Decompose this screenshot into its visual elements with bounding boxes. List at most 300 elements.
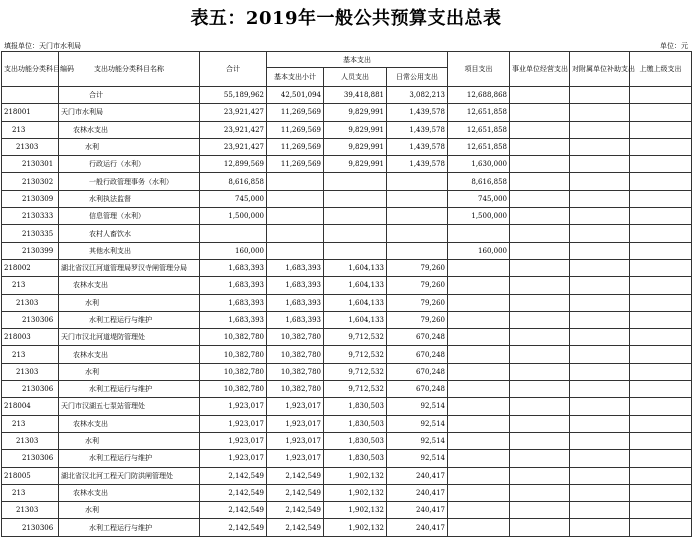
cell-empty — [630, 294, 692, 311]
cell-empty — [570, 329, 630, 346]
cell-basic-subtotal — [267, 173, 324, 190]
cell-code: 21303 — [2, 294, 59, 311]
cell-code: 21303 — [2, 432, 59, 449]
cell-name: 其他水利支出 — [59, 242, 200, 259]
cell-empty — [570, 346, 630, 363]
cell-project — [448, 381, 510, 398]
cell-empty — [630, 259, 692, 276]
cell-empty — [570, 363, 630, 380]
cell-project — [448, 415, 510, 432]
cell-daily: 240,417 — [387, 484, 448, 501]
cell-empty — [570, 242, 630, 259]
cell-total: 2,142,549 — [200, 519, 267, 536]
cell-empty — [510, 398, 570, 415]
cell-empty — [570, 502, 630, 519]
cell-personnel: 1,830,503 — [324, 415, 387, 432]
cell-empty — [510, 381, 570, 398]
cell-project — [448, 502, 510, 519]
cell-code: 213 — [2, 415, 59, 432]
cell-daily: 670,248 — [387, 363, 448, 380]
cell-personnel: 9,712,532 — [324, 363, 387, 380]
cell-empty — [570, 398, 630, 415]
cell-empty — [630, 450, 692, 467]
cell-total: 10,382,780 — [200, 381, 267, 398]
cell-empty — [570, 277, 630, 294]
cell-name: 信息管理（水利） — [59, 208, 200, 225]
cell-name: 水利 — [59, 432, 200, 449]
cell-empty — [570, 294, 630, 311]
cell-daily: 3,082,213 — [387, 87, 448, 104]
cell-project: 12,651,858 — [448, 121, 510, 138]
cell-empty — [510, 311, 570, 328]
cell-code: 2130306 — [2, 381, 59, 398]
cell-empty — [630, 104, 692, 121]
table-row — [2, 156, 692, 173]
table-row — [2, 450, 692, 467]
table-row — [2, 87, 692, 104]
table-row — [2, 138, 692, 155]
table-row — [2, 519, 692, 536]
cell-project — [448, 259, 510, 276]
cell-code: 213 — [2, 484, 59, 501]
cell-empty — [630, 363, 692, 380]
cell-daily — [387, 173, 448, 190]
header-basic-subtotal: 基本支出小计 — [267, 68, 324, 87]
table-row — [2, 259, 692, 276]
budget-table — [1, 51, 692, 537]
cell-daily: 240,417 — [387, 519, 448, 536]
cell-total: 8,616,858 — [200, 173, 267, 190]
cell-personnel: 1,604,133 — [324, 259, 387, 276]
cell-empty — [510, 484, 570, 501]
cell-empty — [630, 398, 692, 415]
cell-empty — [510, 87, 570, 104]
cell-project: 8,616,858 — [448, 173, 510, 190]
cell-total — [200, 225, 267, 242]
cell-basic-subtotal — [267, 208, 324, 225]
cell-empty — [510, 277, 570, 294]
cell-total: 1,923,017 — [200, 415, 267, 432]
cell-empty — [570, 87, 630, 104]
cell-project — [448, 329, 510, 346]
cell-empty — [570, 415, 630, 432]
header-enterprise: 事业单位经营支出 — [510, 52, 570, 87]
cell-total: 2,142,549 — [200, 484, 267, 501]
cell-empty — [630, 156, 692, 173]
cell-total: 23,921,427 — [200, 121, 267, 138]
cell-code: 2130306 — [2, 519, 59, 536]
cell-basic-subtotal: 11,269,569 — [267, 156, 324, 173]
cell-basic-subtotal — [267, 190, 324, 207]
cell-name: 天门市汉湖五七泵站管理处 — [59, 398, 200, 415]
cell-basic-subtotal: 2,142,549 — [267, 519, 324, 536]
cell-personnel — [324, 242, 387, 259]
cell-empty — [570, 259, 630, 276]
cell-project: 745,000 — [448, 190, 510, 207]
cell-empty — [630, 173, 692, 190]
cell-code: 2130306 — [2, 450, 59, 467]
cell-personnel — [324, 208, 387, 225]
cell-empty — [630, 121, 692, 138]
table-row — [2, 225, 692, 242]
cell-daily: 670,248 — [387, 346, 448, 363]
cell-empty — [570, 519, 630, 536]
cell-empty — [630, 87, 692, 104]
cell-project — [448, 519, 510, 536]
table-row — [2, 363, 692, 380]
cell-empty — [510, 450, 570, 467]
cell-personnel: 1,902,132 — [324, 502, 387, 519]
cell-basic-subtotal: 1,923,017 — [267, 398, 324, 415]
cell-daily: 240,417 — [387, 502, 448, 519]
table-row — [2, 502, 692, 519]
cell-daily: 1,439,578 — [387, 138, 448, 155]
cell-personnel — [324, 190, 387, 207]
table-row — [2, 277, 692, 294]
cell-name: 水利工程运行与维护 — [59, 381, 200, 398]
cell-code: 2130301 — [2, 156, 59, 173]
table-row — [2, 121, 692, 138]
cell-name: 合计 — [59, 87, 200, 104]
table-row — [2, 329, 692, 346]
cell-total: 10,382,780 — [200, 346, 267, 363]
cell-name: 农林水支出 — [59, 415, 200, 432]
cell-empty — [630, 329, 692, 346]
cell-total: 2,142,549 — [200, 467, 267, 484]
table-row — [2, 242, 692, 259]
cell-code — [2, 87, 59, 104]
cell-code: 213 — [2, 277, 59, 294]
cell-empty — [630, 415, 692, 432]
cell-empty — [510, 519, 570, 536]
cell-daily: 670,248 — [387, 329, 448, 346]
cell-empty — [630, 484, 692, 501]
cell-empty — [570, 467, 630, 484]
cell-basic-subtotal — [267, 225, 324, 242]
cell-code: 218005 — [2, 467, 59, 484]
cell-name: 水利 — [59, 138, 200, 155]
cell-empty — [570, 104, 630, 121]
cell-empty — [570, 208, 630, 225]
report-title: 表五：2019年一般公共预算支出总表 — [190, 8, 502, 29]
cell-basic-subtotal: 1,683,393 — [267, 277, 324, 294]
cell-code: 2130302 — [2, 173, 59, 190]
cell-total: 1,500,000 — [200, 208, 267, 225]
cell-total: 2,142,549 — [200, 502, 267, 519]
cell-name: 行政运行（水利） — [59, 156, 200, 173]
cell-personnel: 1,902,132 — [324, 467, 387, 484]
table-row — [2, 346, 692, 363]
cell-empty — [510, 121, 570, 138]
cell-project — [448, 398, 510, 415]
cell-empty — [570, 138, 630, 155]
cell-basic-subtotal: 1,683,393 — [267, 311, 324, 328]
cell-empty — [570, 190, 630, 207]
cell-total: 1,683,393 — [200, 311, 267, 328]
cell-basic-subtotal: 11,269,569 — [267, 138, 324, 155]
header-total: 合计 — [200, 52, 267, 87]
cell-project — [448, 346, 510, 363]
cell-empty — [570, 173, 630, 190]
cell-empty — [510, 138, 570, 155]
cell-empty — [630, 432, 692, 449]
cell-empty — [510, 242, 570, 259]
table-row — [2, 190, 692, 207]
cell-name: 水利工程运行与维护 — [59, 519, 200, 536]
cell-daily: 92,514 — [387, 415, 448, 432]
cell-empty — [630, 381, 692, 398]
cell-empty — [570, 381, 630, 398]
cell-name: 水利工程运行与维护 — [59, 450, 200, 467]
cell-code: 213 — [2, 121, 59, 138]
cell-total: 55,189,962 — [200, 87, 267, 104]
cell-personnel: 1,604,133 — [324, 294, 387, 311]
cell-total: 1,683,393 — [200, 294, 267, 311]
cell-code: 2130333 — [2, 208, 59, 225]
header-upper: 上缴上级支出 — [630, 52, 692, 87]
cell-personnel: 1,830,503 — [324, 432, 387, 449]
header-name: 支出功能分类科目名称 — [59, 52, 200, 87]
cell-total: 1,923,017 — [200, 450, 267, 467]
header-code: 支出功能分类科目编码 — [2, 52, 59, 87]
header-basic: 基本支出 — [267, 52, 448, 68]
cell-name: 一般行政管理事务（水利） — [59, 173, 200, 190]
cell-basic-subtotal — [267, 242, 324, 259]
table-row — [2, 104, 692, 121]
cell-empty — [570, 311, 630, 328]
table-row — [2, 294, 692, 311]
cell-code: 2130306 — [2, 311, 59, 328]
cell-name: 水利 — [59, 502, 200, 519]
cell-empty — [630, 208, 692, 225]
cell-empty — [510, 190, 570, 207]
currency-unit: 单位：元 — [660, 42, 688, 50]
cell-empty — [510, 208, 570, 225]
table-row — [2, 381, 692, 398]
cell-basic-subtotal: 2,142,549 — [267, 484, 324, 501]
cell-personnel: 9,829,991 — [324, 121, 387, 138]
cell-empty — [570, 450, 630, 467]
cell-daily — [387, 225, 448, 242]
cell-project: 12,651,858 — [448, 104, 510, 121]
table-row — [2, 467, 692, 484]
cell-total: 23,921,427 — [200, 104, 267, 121]
cell-code: 21303 — [2, 138, 59, 155]
cell-basic-subtotal: 10,382,780 — [267, 363, 324, 380]
cell-daily: 1,439,578 — [387, 104, 448, 121]
cell-code: 21303 — [2, 363, 59, 380]
cell-daily — [387, 208, 448, 225]
cell-personnel: 9,829,991 — [324, 138, 387, 155]
cell-project: 12,688,868 — [448, 87, 510, 104]
table-row — [2, 432, 692, 449]
cell-basic-subtotal: 1,923,017 — [267, 415, 324, 432]
cell-name: 天门市水利局 — [59, 104, 200, 121]
header-project: 项目支出 — [448, 52, 510, 87]
table-row — [2, 173, 692, 190]
cell-empty — [510, 259, 570, 276]
cell-total: 745,000 — [200, 190, 267, 207]
cell-project — [448, 311, 510, 328]
cell-daily: 240,417 — [387, 467, 448, 484]
cell-name: 农村人畜饮水 — [59, 225, 200, 242]
cell-total: 23,921,427 — [200, 138, 267, 155]
cell-basic-subtotal: 10,382,780 — [267, 381, 324, 398]
header-daily: 日常公用支出 — [387, 68, 448, 87]
cell-daily — [387, 242, 448, 259]
cell-code: 218004 — [2, 398, 59, 415]
cell-daily: 1,439,578 — [387, 156, 448, 173]
cell-name: 湖北省汉江河道管理局罗汉寺闸管理分局 — [59, 259, 200, 276]
cell-empty — [570, 225, 630, 242]
cell-personnel: 1,830,503 — [324, 450, 387, 467]
header-personnel: 人员支出 — [324, 68, 387, 87]
cell-empty — [630, 346, 692, 363]
cell-project: 1,630,000 — [448, 156, 510, 173]
cell-daily: 79,260 — [387, 311, 448, 328]
cell-code: 213 — [2, 346, 59, 363]
cell-basic-subtotal: 10,382,780 — [267, 346, 324, 363]
cell-empty — [510, 225, 570, 242]
cell-code: 218001 — [2, 104, 59, 121]
cell-basic-subtotal: 1,923,017 — [267, 450, 324, 467]
cell-personnel — [324, 225, 387, 242]
cell-project — [448, 450, 510, 467]
cell-name: 农林水支出 — [59, 121, 200, 138]
cell-personnel: 1,830,503 — [324, 398, 387, 415]
cell-daily: 79,260 — [387, 259, 448, 276]
cell-basic-subtotal: 11,269,569 — [267, 121, 324, 138]
table-row — [2, 484, 692, 501]
cell-name: 湖北省汉北河工程天门防洪闸管理处 — [59, 467, 200, 484]
cell-empty — [570, 432, 630, 449]
cell-project — [448, 363, 510, 380]
cell-empty — [510, 329, 570, 346]
cell-daily: 79,260 — [387, 294, 448, 311]
cell-project: 1,500,000 — [448, 208, 510, 225]
cell-empty — [630, 190, 692, 207]
cell-code: 2130399 — [2, 242, 59, 259]
cell-empty — [510, 156, 570, 173]
cell-basic-subtotal: 1,683,393 — [267, 259, 324, 276]
cell-empty — [630, 242, 692, 259]
cell-empty — [630, 502, 692, 519]
cell-total: 12,899,569 — [200, 156, 267, 173]
cell-name: 水利执法监督 — [59, 190, 200, 207]
cell-name: 水利 — [59, 363, 200, 380]
cell-personnel: 1,902,132 — [324, 484, 387, 501]
cell-project — [448, 467, 510, 484]
cell-basic-subtotal: 2,142,549 — [267, 502, 324, 519]
cell-basic-subtotal: 42,501,094 — [267, 87, 324, 104]
cell-name: 农林水支出 — [59, 277, 200, 294]
cell-total: 1,923,017 — [200, 398, 267, 415]
cell-daily: 670,248 — [387, 381, 448, 398]
cell-empty — [630, 225, 692, 242]
cell-personnel: 9,712,532 — [324, 346, 387, 363]
cell-code: 2130309 — [2, 190, 59, 207]
cell-code: 2130335 — [2, 225, 59, 242]
cell-empty — [510, 363, 570, 380]
cell-basic-subtotal: 1,683,393 — [267, 294, 324, 311]
cell-personnel: 9,829,991 — [324, 156, 387, 173]
cell-total: 1,923,017 — [200, 432, 267, 449]
cell-empty — [630, 138, 692, 155]
cell-personnel: 9,829,991 — [324, 104, 387, 121]
cell-daily: 1,439,578 — [387, 121, 448, 138]
cell-empty — [510, 415, 570, 432]
cell-empty — [510, 173, 570, 190]
cell-empty — [510, 294, 570, 311]
cell-empty — [630, 519, 692, 536]
cell-name: 水利 — [59, 294, 200, 311]
cell-total: 10,382,780 — [200, 363, 267, 380]
cell-personnel: 1,604,133 — [324, 277, 387, 294]
cell-personnel: 9,712,532 — [324, 381, 387, 398]
cell-empty — [570, 484, 630, 501]
table-row — [2, 415, 692, 432]
cell-daily: 79,260 — [387, 277, 448, 294]
reporting-unit: 填报单位：天门市水利局 — [4, 42, 81, 50]
cell-project: 160,000 — [448, 242, 510, 259]
cell-code: 218003 — [2, 329, 59, 346]
table-body — [2, 87, 692, 537]
cell-basic-subtotal: 10,382,780 — [267, 329, 324, 346]
cell-personnel: 9,712,532 — [324, 329, 387, 346]
cell-personnel: 1,902,132 — [324, 519, 387, 536]
cell-project — [448, 432, 510, 449]
cell-empty — [510, 432, 570, 449]
cell-project — [448, 294, 510, 311]
cell-personnel — [324, 173, 387, 190]
cell-code: 218002 — [2, 259, 59, 276]
cell-empty — [510, 104, 570, 121]
cell-total: 160,000 — [200, 242, 267, 259]
cell-empty — [630, 277, 692, 294]
cell-code: 21303 — [2, 502, 59, 519]
cell-project: 12,651,858 — [448, 138, 510, 155]
cell-name: 农林水支出 — [59, 346, 200, 363]
cell-empty — [570, 156, 630, 173]
cell-empty — [510, 467, 570, 484]
table-row — [2, 208, 692, 225]
cell-name: 农林水支出 — [59, 484, 200, 501]
cell-empty — [630, 311, 692, 328]
cell-empty — [510, 502, 570, 519]
cell-total: 1,683,393 — [200, 277, 267, 294]
cell-basic-subtotal: 2,142,549 — [267, 467, 324, 484]
cell-personnel: 1,604,133 — [324, 311, 387, 328]
table-row — [2, 398, 692, 415]
cell-daily: 92,514 — [387, 432, 448, 449]
header-subsidy: 对附属单位补助支出 — [570, 52, 630, 87]
cell-personnel: 39,418,881 — [324, 87, 387, 104]
cell-project — [448, 225, 510, 242]
cell-daily: 92,514 — [387, 398, 448, 415]
cell-project — [448, 484, 510, 501]
table-row — [2, 311, 692, 328]
cell-name: 天门市汉北河道堤防管理处 — [59, 329, 200, 346]
cell-basic-subtotal: 11,269,569 — [267, 104, 324, 121]
cell-empty — [630, 467, 692, 484]
cell-basic-subtotal: 1,923,017 — [267, 432, 324, 449]
cell-total: 10,382,780 — [200, 329, 267, 346]
cell-daily — [387, 190, 448, 207]
cell-total: 1,683,393 — [200, 259, 267, 276]
cell-daily: 92,514 — [387, 450, 448, 467]
cell-empty — [570, 121, 630, 138]
cell-project — [448, 277, 510, 294]
